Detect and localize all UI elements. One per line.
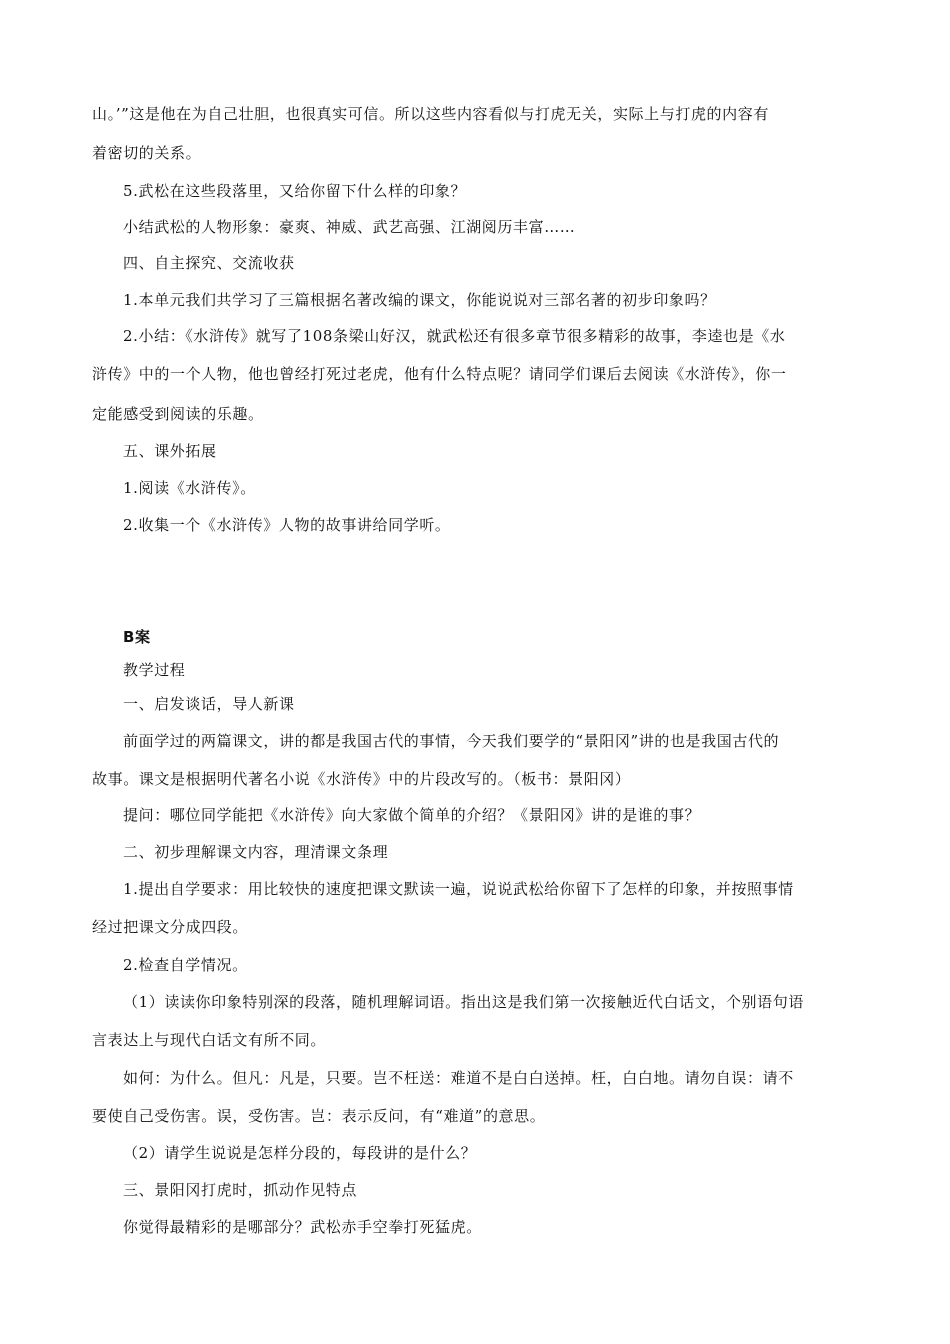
paragraph-line: 你觉得最精彩的是哪部分？武松赤手空拳打死猛虎。: [123, 1218, 482, 1236]
plan-b-heading: B案: [123, 628, 151, 646]
summary-line: 小结武松的人物形象：豪爽、神威、武艺高强、江湖阅历丰富……: [123, 218, 576, 236]
list-item-2: 2.检查自学情况。: [123, 956, 248, 974]
list-item-1: 1.提出自学要求：用比较快的速度把课文默读一遍，说说武松给你留下了怎样的印象，并按照事情: [123, 880, 794, 898]
list-item-1: 1.本单元我们共学习了三篇根据名著改编的课文，你能说说对三部名著的初步印象吗？: [123, 291, 716, 309]
paragraph-line: 浒传》中的一个人物，他也曾经打死过老虎，他有什么特点呢？请同学们课后去阅读《水浒传》，你一: [92, 365, 787, 383]
paragraph-line: 定能感受到阅读的乐趣。: [92, 405, 264, 423]
paragraph-line: 山。’”这是他在为自己壮胆，也很真实可信。所以这些内容看似与打虎无关，实际上与打虎的内容有: [92, 105, 769, 123]
list-item-2: 2.收集一个《水浒传》人物的故事讲给同学听。: [123, 516, 451, 534]
section-heading-1: 一、启发谈话，导人新课: [123, 695, 295, 713]
section-heading-5: 五、课外拓展: [123, 442, 217, 460]
sub-item-1: （1）读读你印象特别深的段落，随机理解词语。指出这是我们第一次接触近代白话文，个别语句语: [123, 993, 804, 1011]
paragraph-line: 言表达上与现代白话文有所不同。: [92, 1031, 327, 1049]
section-heading-3: 三、景阳冈打虎时，抓动作见特点: [123, 1181, 358, 1199]
question-5: 5.武松在这些段落里，又给你留下什么样的印象？: [123, 182, 467, 200]
vocabulary-line: 如何：为什么。但凡：凡是，只要。岂不枉送：难道不是白白送掉。枉，白白地。请勿自误：请不: [123, 1069, 794, 1087]
sub-item-2: （2）请学生说说是怎样分段的，每段讲的是什么？: [123, 1144, 477, 1162]
question-line: 提问：哪位同学能把《水浒传》向大家做个简单的介绍？《景阳冈》讲的是谁的事？: [123, 806, 701, 824]
list-item-1: 1.阅读《水浒传》。: [123, 479, 256, 497]
paragraph-line: 前面学过的两篇课文，讲的都是我国古代的事情，今天我们要学的“景阳冈”讲的也是我国古代的: [123, 732, 780, 750]
section-heading-4: 四、自主探究、交流收获: [123, 254, 295, 272]
paragraph-line: 经过把课文分成四段。: [92, 918, 249, 936]
section-heading-2: 二、初步理解课文内容，理清课文条理: [123, 843, 389, 861]
teaching-process-heading: 教学过程: [123, 661, 186, 679]
paragraph-line: 着密切的关系。: [92, 144, 202, 162]
paragraph-line: 故事。课文是根据明代著名小说《水浒传》中的片段改写的。（板书：景阳冈）: [92, 770, 631, 788]
paragraph-line: 要使自己受伤害。误，受伤害。岂：表示反问，有“难道”的意思。: [92, 1107, 546, 1125]
list-item-2: 2.小结：《水浒传》就写了108条梁山好汉，就武松还有很多章节很多精彩的故事，李逵也是《水: [123, 327, 786, 345]
